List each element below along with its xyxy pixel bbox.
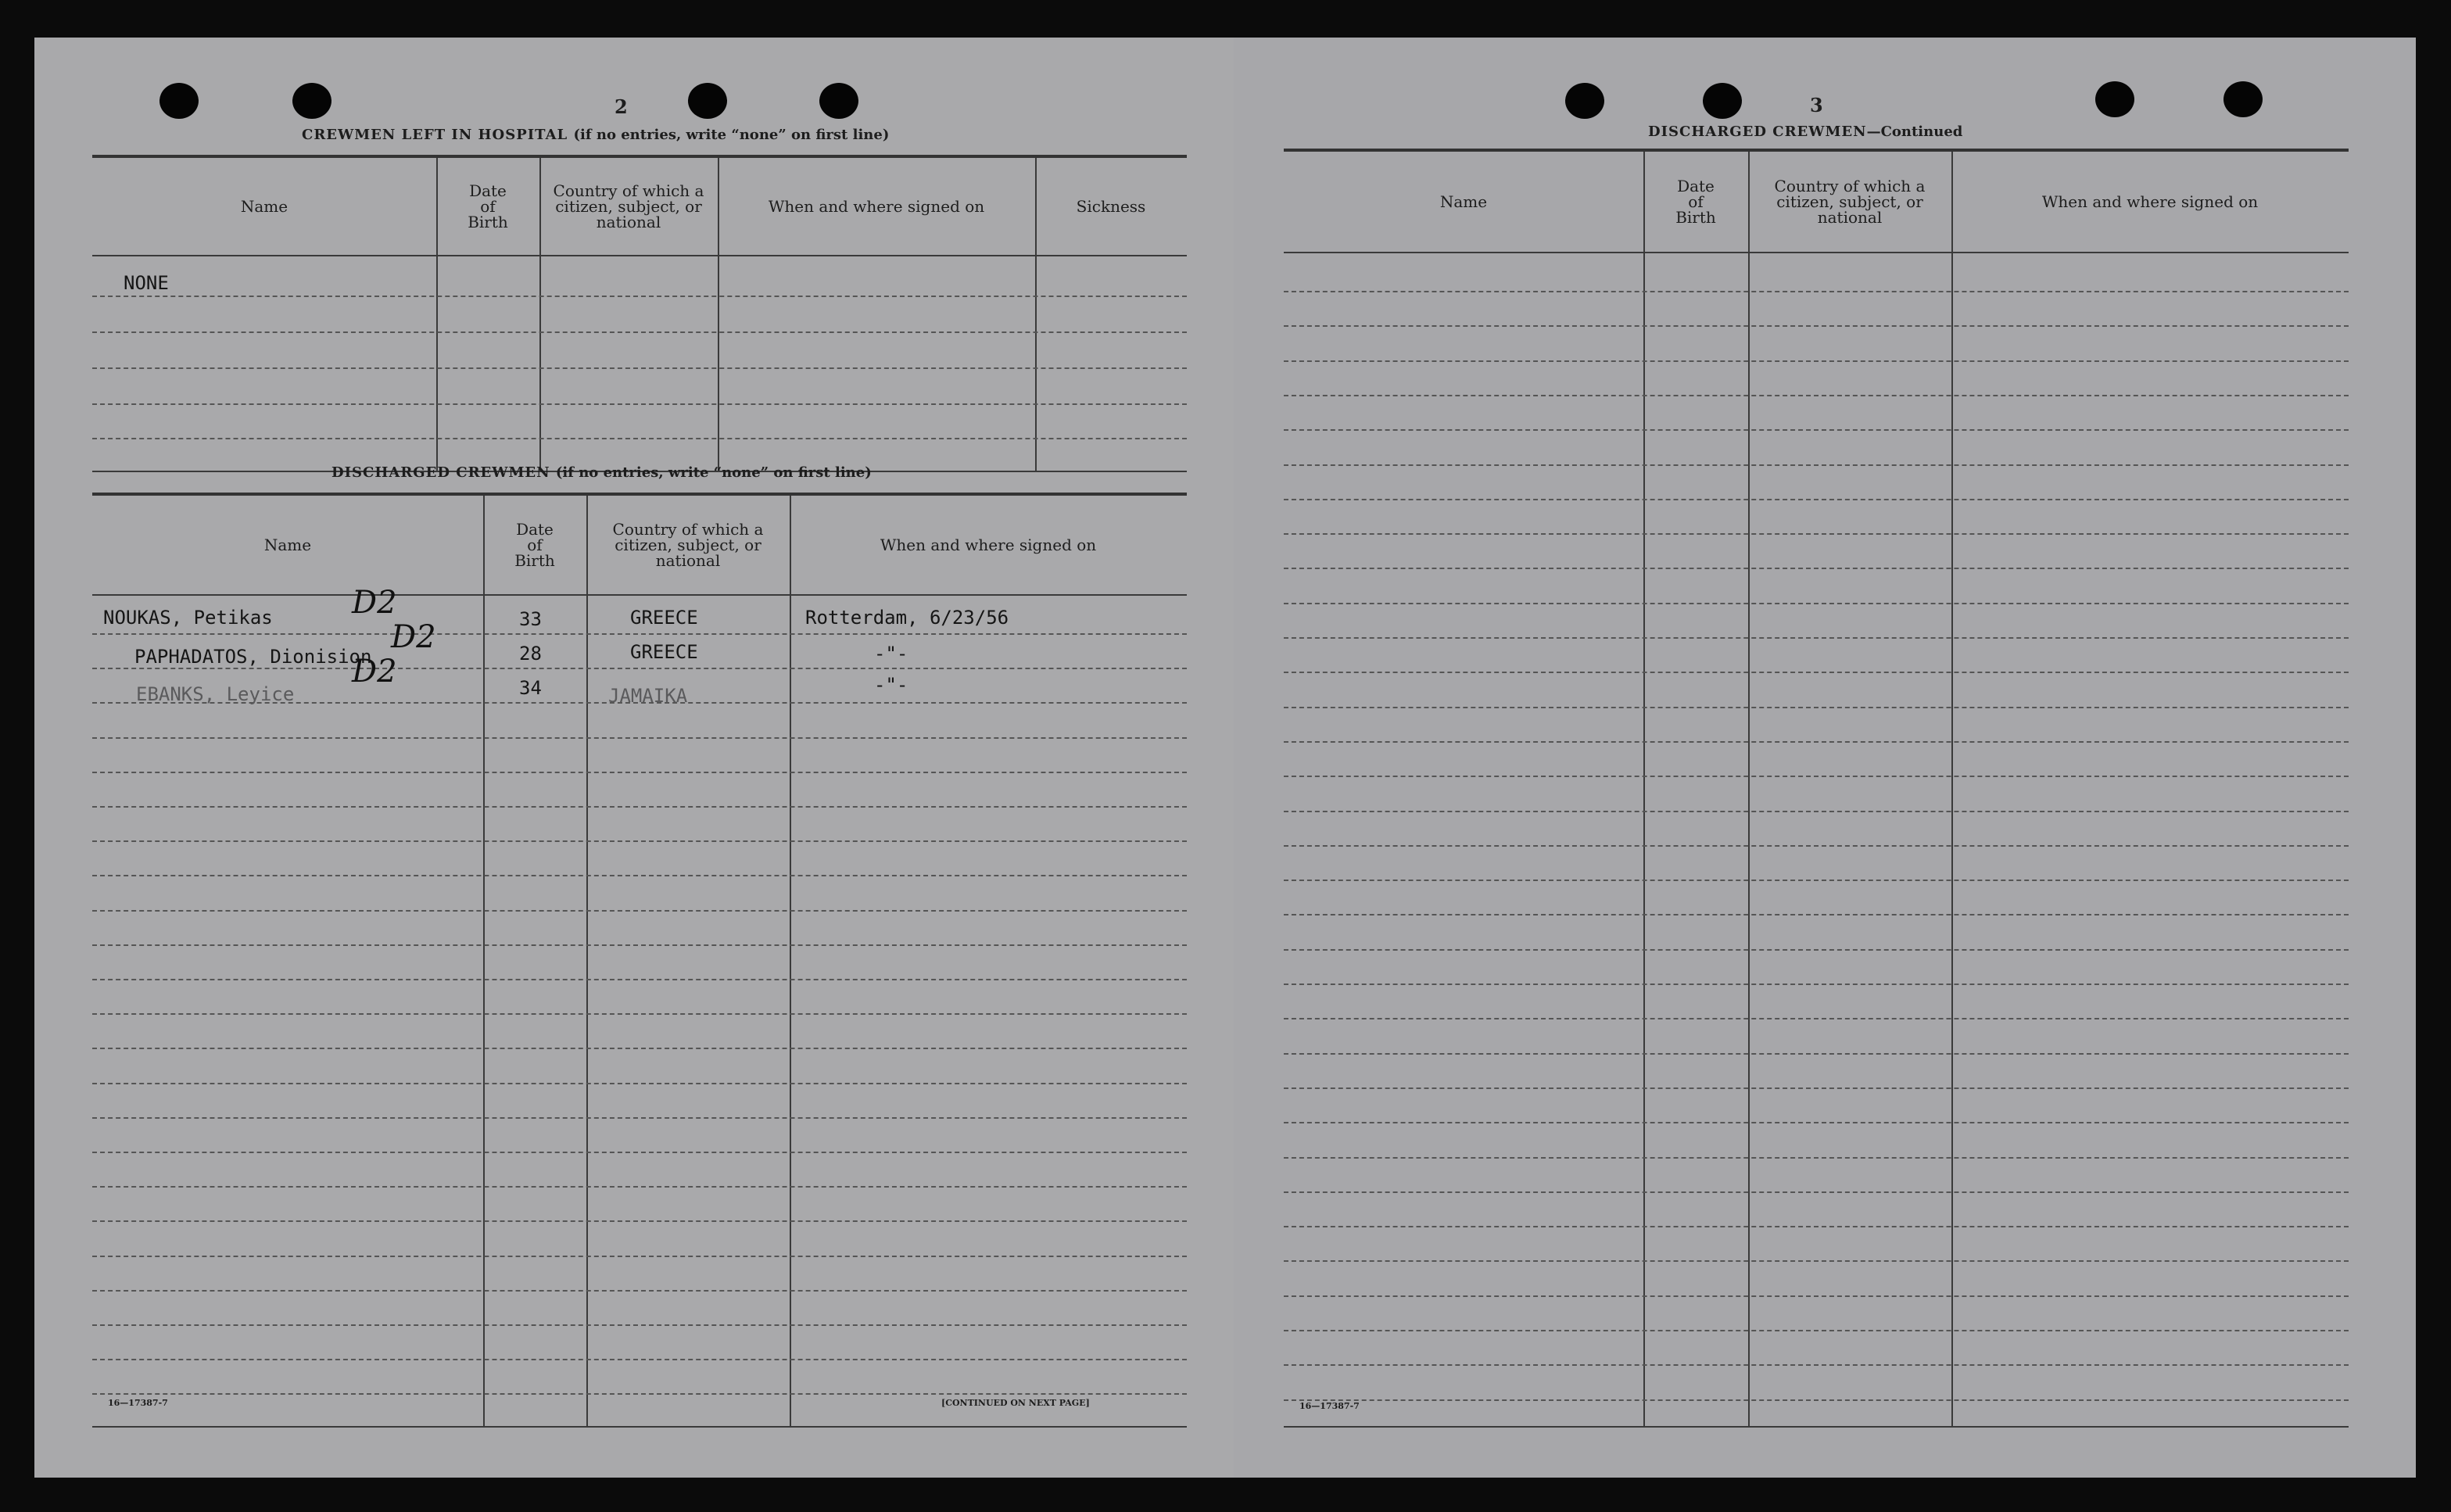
crew-birth: 33 (519, 608, 542, 630)
hospital-section-caption (302, 127, 889, 143)
row-rule (1284, 811, 2349, 812)
header-rule (92, 594, 1187, 596)
row-rule (92, 1152, 1187, 1153)
page-number: 2 (615, 95, 628, 118)
hospital-section-title: CREWMEN LEFT IN HOSPITAL (302, 127, 568, 143)
row-rule (92, 1186, 1187, 1188)
row-rule (1284, 1191, 2349, 1193)
row-rule (1284, 776, 2349, 777)
row-rule (1284, 603, 2349, 604)
row-rule (1284, 1399, 2349, 1401)
handwritten-mark: D2 (352, 585, 397, 621)
row-rule (1284, 499, 2349, 500)
row-rule (92, 1220, 1187, 1222)
col-header-country: Country of which a citizen, subject, or national (612, 520, 764, 570)
row-rule (1284, 1053, 2349, 1055)
col-header-birth: Date of Birth (1675, 177, 1716, 227)
discharged-section-title: DISCHARGED CREWMEN (331, 464, 550, 481)
col-header-signed-on: When and where signed on (768, 197, 985, 216)
crew-name: PAPHADATOS, Dionision (134, 646, 372, 668)
row-rule (92, 1393, 1187, 1395)
crew-name: EBANKS, Leyice (136, 683, 295, 705)
row-rule (1284, 360, 2349, 362)
handwritten-mark: D2 (391, 619, 436, 655)
row-rule (92, 910, 1187, 912)
page-number: 3 (1810, 94, 1823, 116)
row-rule (1284, 984, 2349, 985)
col-header-sickness: Sickness (1076, 197, 1146, 216)
row-rule (1284, 1122, 2349, 1123)
row-rule (92, 875, 1187, 876)
row-rule (1284, 291, 2349, 292)
row-rule (1284, 533, 2349, 535)
row-rule (1284, 1295, 2349, 1297)
punch-hole (819, 83, 858, 119)
row-rule (92, 1048, 1187, 1049)
handwritten-mark: D2 (352, 654, 397, 690)
form-number: 16—17387-7 (1299, 1401, 1360, 1411)
col-header-country: Country of which a citizen, subject, or national (553, 181, 704, 231)
row-rule (92, 1290, 1187, 1292)
row-rule (1284, 949, 2349, 951)
row-rule (1284, 464, 2349, 466)
continued-note: [CONTINUED ON NEXT PAGE] (941, 1398, 1090, 1408)
crew-country: JAMAIKA (608, 685, 688, 707)
row-rule (1284, 845, 2349, 847)
row-rule (1284, 1018, 2349, 1019)
row-rule (1284, 1087, 2349, 1089)
col-header-birth: Date of Birth (468, 181, 508, 231)
crew-name: NOUKAS, Petikas (103, 607, 273, 629)
row-rule (1284, 741, 2349, 743)
row-rule (92, 737, 1187, 739)
hospital-first-entry: NONE (124, 272, 169, 294)
row-rule (1284, 1260, 2349, 1262)
row-rule (1284, 880, 2349, 881)
continued-section-caption (1648, 124, 1962, 140)
right-page (1234, 38, 2416, 1478)
row-rule (92, 944, 1187, 946)
col-header-country: Country of which a citizen, subject, or national (1774, 177, 1926, 227)
row-rule (1284, 914, 2349, 915)
header-rule (92, 255, 1187, 256)
crew-birth: 28 (519, 643, 542, 665)
row-rule (92, 633, 1187, 635)
row-rule (1284, 637, 2349, 639)
row-rule (1284, 672, 2349, 673)
row-rule (1284, 395, 2349, 396)
col-header-name: Name (263, 536, 312, 554)
discharged-section-caption (331, 464, 872, 481)
row-rule (1284, 1157, 2349, 1159)
hospital-section-note: (if no entries, write “none” on first line) (573, 127, 890, 143)
row-rule (1284, 707, 2349, 708)
row-rule (92, 1359, 1187, 1360)
crew-signed-on: -"- (874, 674, 908, 696)
crew-birth: 34 (519, 677, 542, 699)
crew-country: GREECE (630, 607, 698, 629)
row-rule (92, 840, 1187, 842)
crew-signed-on: -"- (874, 643, 908, 665)
col-header-signed-on: When and where signed on (2041, 192, 2259, 211)
header-rule (1284, 252, 2349, 253)
col-header-name: Name (1439, 192, 1488, 211)
row-rule (1284, 1226, 2349, 1227)
row-rule (92, 772, 1187, 773)
crew-country: GREECE (630, 641, 698, 663)
continued-table (1284, 149, 2349, 1432)
punch-hole (2095, 81, 2134, 117)
row-rule (92, 1324, 1187, 1326)
hospital-table (92, 155, 1187, 475)
continued-section-title: DISCHARGED CREWMEN (1648, 124, 1867, 140)
row-rule (92, 979, 1187, 980)
col-header-name: Name (240, 197, 288, 216)
row-rule (92, 1117, 1187, 1119)
punch-hole (292, 83, 331, 119)
form-number: 16—17387-7 (108, 1398, 168, 1408)
punch-hole (1565, 83, 1604, 119)
row-rule (92, 1013, 1187, 1015)
row-rule (1284, 1330, 2349, 1331)
col-header-signed-on: When and where signed on (880, 536, 1097, 554)
punch-hole (2223, 81, 2263, 117)
row-rule (92, 668, 1187, 669)
row-rule (1284, 568, 2349, 569)
row-rule (1284, 325, 2349, 327)
row-rule (92, 1256, 1187, 1257)
row-rule (92, 806, 1187, 808)
discharged-table (92, 493, 1187, 1432)
punch-hole (159, 83, 199, 119)
left-page (34, 38, 1234, 1478)
col-header-birth: Date of Birth (514, 520, 555, 570)
punch-hole (1703, 83, 1742, 119)
row-rule (92, 1083, 1187, 1084)
punch-hole (688, 83, 727, 119)
row-rule (1284, 429, 2349, 431)
continued-section-suffix: —Continued (1866, 124, 1963, 140)
discharged-section-note: (if no entries, write “none” on first line) (555, 464, 872, 481)
row-rule (1284, 1364, 2349, 1366)
crew-signed-on: Rotterdam, 6/23/56 (805, 607, 1009, 629)
